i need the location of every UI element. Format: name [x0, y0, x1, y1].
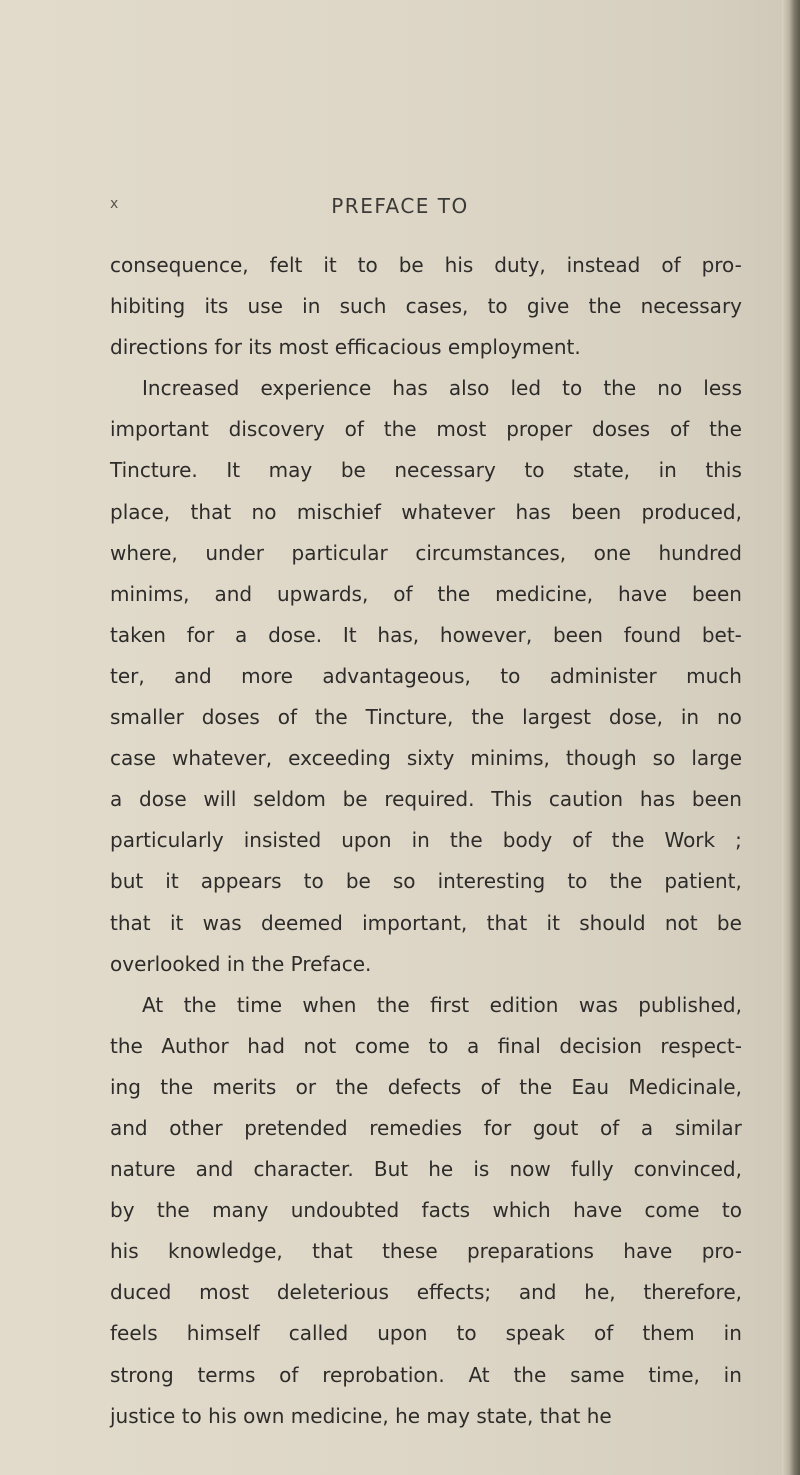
word: circumstances, [415, 540, 567, 565]
word: these [382, 1239, 438, 1264]
word: largest [522, 705, 592, 730]
word: ter, [110, 663, 145, 688]
text-line [110, 661, 742, 702]
word: Tincture, [365, 705, 454, 730]
word: discovery [228, 417, 325, 442]
word: to [562, 376, 583, 401]
word: patient, [664, 869, 742, 894]
word: preparations [466, 1239, 594, 1264]
word: feels [110, 1321, 158, 1346]
word: state, [573, 458, 631, 483]
word: pro- [701, 1239, 742, 1264]
word: seldom [253, 787, 326, 812]
word: felt [269, 253, 303, 277]
word: to [303, 869, 324, 894]
word: this [705, 458, 742, 483]
word: no [251, 499, 277, 524]
word: most [436, 417, 487, 442]
word: gout [532, 1115, 579, 1140]
word: minims, [110, 581, 190, 606]
word: of [393, 581, 413, 606]
word: the [383, 417, 417, 442]
word: it [165, 869, 179, 894]
body-text [110, 250, 742, 1442]
word: for [483, 1115, 512, 1140]
word: been [552, 622, 603, 647]
word: most [199, 1280, 250, 1305]
word: to [567, 869, 588, 894]
word: experience [260, 376, 372, 401]
word: have [573, 1198, 623, 1223]
word: of [593, 1321, 614, 1346]
text-line [110, 538, 742, 579]
word: proper [506, 417, 573, 442]
word: dose [139, 787, 187, 812]
word: in [723, 1362, 742, 1387]
word: facts [421, 1198, 471, 1223]
text-line [110, 579, 742, 620]
word: was [578, 992, 618, 1017]
running-head: PREFACE TO [331, 194, 469, 218]
word: a [110, 787, 123, 812]
word: the [160, 1074, 194, 1099]
word: under [205, 540, 264, 565]
word: important [110, 417, 209, 442]
word: be [398, 253, 424, 277]
word: edition [489, 992, 559, 1017]
word: taken [110, 622, 166, 647]
word: important, [362, 910, 468, 935]
word: defects [387, 1074, 462, 1099]
word: but [110, 869, 144, 894]
word: It [226, 458, 241, 483]
word: it [546, 910, 560, 935]
word: the [314, 705, 348, 730]
text-line [110, 1031, 742, 1072]
word: consequence, [110, 253, 249, 277]
word: undoubted [290, 1198, 400, 1223]
word: the [513, 1362, 547, 1387]
word: more [241, 663, 293, 688]
word: the [183, 992, 217, 1017]
word: case [110, 746, 156, 771]
text-line [110, 1072, 742, 1113]
word: of [344, 417, 364, 442]
word: the [588, 294, 622, 319]
word: interesting [437, 869, 546, 894]
word: appears [200, 869, 282, 894]
word: upwards, [276, 581, 369, 606]
word: caution [548, 787, 624, 812]
word: fully [570, 1157, 614, 1182]
word: dose, [608, 705, 663, 730]
word: body [502, 828, 553, 853]
text-line [110, 702, 742, 743]
word: upon [341, 828, 392, 853]
word: has [639, 787, 676, 812]
word: the [609, 869, 643, 894]
word: the [335, 1074, 369, 1099]
word: pretended [244, 1115, 348, 1140]
word: necessary [394, 458, 496, 483]
word: duced [110, 1280, 172, 1305]
word: so [652, 746, 676, 771]
word: minims, [470, 746, 550, 771]
word: many [212, 1198, 269, 1223]
word: produced, [641, 499, 742, 524]
word: such [339, 294, 387, 319]
word: to [456, 1321, 477, 1346]
word: in [411, 828, 430, 853]
word: been [691, 581, 742, 606]
word: whatever, [171, 746, 273, 771]
text-line [110, 866, 742, 907]
word: that [312, 1239, 353, 1264]
word: respect- [660, 1033, 742, 1058]
word: Work [664, 828, 716, 853]
word: similar [674, 1115, 742, 1140]
word: deleterious [276, 1280, 389, 1305]
word: be [716, 910, 742, 935]
word: should [579, 910, 646, 935]
text-line: directions for its most efficacious employment. [110, 335, 581, 360]
text-line: justice to his own medicine, he may state, that he [110, 1403, 612, 1428]
word: Tincture. [110, 458, 198, 483]
word: the [611, 828, 645, 853]
word: it [169, 910, 184, 935]
word: its [204, 294, 229, 319]
word: though [565, 746, 637, 771]
word: has [392, 376, 428, 401]
word: character. [253, 1157, 354, 1182]
word: be [342, 787, 368, 812]
word: required. [384, 787, 475, 812]
word: to [487, 294, 508, 319]
word: At [142, 992, 164, 1017]
word: At [468, 1362, 490, 1387]
word: in [302, 294, 321, 319]
page-binding-edge [782, 0, 800, 1475]
word: final [497, 1033, 541, 1058]
word: has, [377, 622, 420, 647]
word: and [110, 1115, 148, 1140]
word: use [247, 294, 283, 319]
word: give [526, 294, 570, 319]
word: in [723, 1321, 742, 1346]
word: reprobation. [322, 1362, 445, 1387]
word: time [236, 992, 282, 1017]
word: which [492, 1198, 551, 1223]
word: the [709, 417, 742, 442]
word: in [658, 458, 677, 483]
word: will [203, 787, 237, 812]
word: was [202, 910, 242, 935]
word: is [473, 1157, 490, 1182]
word: upon [377, 1321, 428, 1346]
word: instead [566, 253, 641, 277]
word: to [500, 663, 521, 688]
word: himself [186, 1321, 260, 1346]
word: This [491, 787, 533, 812]
word: other [169, 1115, 223, 1140]
word: the [156, 1198, 190, 1223]
word: no [716, 705, 742, 730]
word: same [570, 1362, 625, 1387]
word: decision [559, 1033, 642, 1058]
word: has [515, 499, 551, 524]
word: where, [110, 540, 178, 565]
text-line [110, 1360, 742, 1401]
word: the [437, 581, 471, 606]
word: may [268, 458, 313, 483]
text-line: overlooked in the Preface. [110, 951, 372, 976]
word: of [599, 1115, 620, 1140]
word: of [572, 828, 592, 853]
text-line [110, 1113, 742, 1154]
word: But [373, 1157, 409, 1182]
word: the [519, 1074, 553, 1099]
word: a [466, 1033, 480, 1058]
word: however, [439, 622, 533, 647]
word: he [428, 1157, 454, 1182]
text-line [110, 1195, 742, 1236]
text-line [110, 620, 742, 661]
word: the [603, 376, 637, 401]
text-line [110, 414, 742, 455]
word: therefore, [643, 1280, 742, 1305]
word: sixty [406, 746, 455, 771]
word: be [345, 869, 371, 894]
word: his [444, 253, 474, 277]
word: advantageous, [322, 663, 471, 688]
word: come [644, 1198, 700, 1223]
word: not [664, 910, 698, 935]
word: of [669, 417, 690, 442]
word: nature [110, 1157, 176, 1182]
word: that [190, 499, 232, 524]
word: much [686, 663, 742, 688]
text-line [110, 825, 742, 866]
word: administer [549, 663, 657, 688]
word: speak [505, 1321, 565, 1346]
word: of [279, 1362, 299, 1387]
text-line [110, 455, 742, 496]
word: one [593, 540, 631, 565]
text-line [110, 291, 742, 332]
word: necessary [640, 294, 742, 319]
word: and [214, 581, 253, 606]
word: less [703, 376, 742, 401]
word: his [110, 1239, 139, 1264]
word: or [295, 1074, 317, 1099]
word: time, [648, 1362, 700, 1387]
text-line [110, 1277, 742, 1318]
word: now [509, 1157, 551, 1182]
word: led [510, 376, 542, 401]
word: not [303, 1033, 337, 1058]
word: have [623, 1239, 673, 1264]
text-line [110, 1236, 742, 1277]
word: had [247, 1033, 285, 1058]
word: for [186, 622, 215, 647]
text-line [110, 250, 742, 291]
text-line [110, 497, 742, 538]
word: and [518, 1280, 557, 1305]
word: to [428, 1033, 449, 1058]
word: so [392, 869, 416, 894]
word: large [691, 746, 742, 771]
word: be [340, 458, 366, 483]
text-line [110, 784, 742, 825]
word: the [449, 828, 483, 853]
word: hibiting [110, 294, 186, 319]
word: first [430, 992, 470, 1017]
word: particular [291, 540, 388, 565]
word: published, [638, 992, 742, 1017]
word: he, [584, 1280, 616, 1305]
word: that [486, 910, 528, 935]
word: by [110, 1198, 135, 1223]
word: particularly [110, 828, 224, 853]
word: duty, [494, 253, 546, 277]
word: no [657, 376, 683, 401]
word: ; [735, 828, 742, 853]
word: convinced, [633, 1157, 742, 1182]
word: to [524, 458, 545, 483]
word: been [691, 787, 742, 812]
word: in [680, 705, 700, 730]
word: dose. [268, 622, 323, 647]
word: to [357, 253, 378, 277]
text-line [110, 908, 742, 949]
word: of [480, 1074, 500, 1099]
word: of [661, 253, 681, 277]
text-line [110, 990, 742, 1031]
word: ing [110, 1074, 141, 1099]
word: effects; [416, 1280, 492, 1305]
page-header [110, 194, 690, 224]
word: merits [212, 1074, 277, 1099]
word: and [195, 1157, 234, 1182]
word: and [174, 663, 212, 688]
word: bet- [701, 622, 742, 647]
word: found [623, 622, 682, 647]
word: it [323, 253, 337, 277]
word: doses [201, 705, 260, 730]
word: the [471, 705, 505, 730]
text-line [110, 373, 742, 414]
word: when [302, 992, 357, 1017]
word: hundred [658, 540, 742, 565]
word: Medicinale, [628, 1074, 742, 1099]
word: of [277, 705, 297, 730]
page-number: x [110, 196, 119, 212]
text-line [110, 1154, 742, 1195]
word: whatever [401, 499, 496, 524]
word: them [642, 1321, 695, 1346]
word: have [617, 581, 668, 606]
text-line [110, 743, 742, 784]
word: been [571, 499, 622, 524]
word: also [448, 376, 490, 401]
word: a [640, 1115, 654, 1140]
word: place, [110, 499, 171, 524]
word: pro- [701, 253, 742, 277]
word: a [235, 622, 248, 647]
word: insisted [243, 828, 322, 853]
word: remedies [369, 1115, 463, 1140]
word: doses [592, 417, 651, 442]
word: the [376, 992, 410, 1017]
word: terms [197, 1362, 256, 1387]
word: Increased [142, 376, 240, 401]
word: cases, [405, 294, 469, 319]
word: that [110, 910, 151, 935]
word: exceeding [288, 746, 391, 771]
text-line [110, 1318, 742, 1359]
word: It [342, 622, 357, 647]
word: mischief [296, 499, 381, 524]
word: Author [161, 1033, 229, 1058]
word: called [288, 1321, 349, 1346]
word: smaller [110, 705, 184, 730]
word: strong [110, 1362, 174, 1387]
word: deemed [261, 910, 343, 935]
word: to [721, 1198, 742, 1223]
word: knowledge, [168, 1239, 283, 1264]
word: the [110, 1033, 143, 1058]
word: come [354, 1033, 410, 1058]
word: Eau [571, 1074, 610, 1099]
word: medicine, [495, 581, 594, 606]
